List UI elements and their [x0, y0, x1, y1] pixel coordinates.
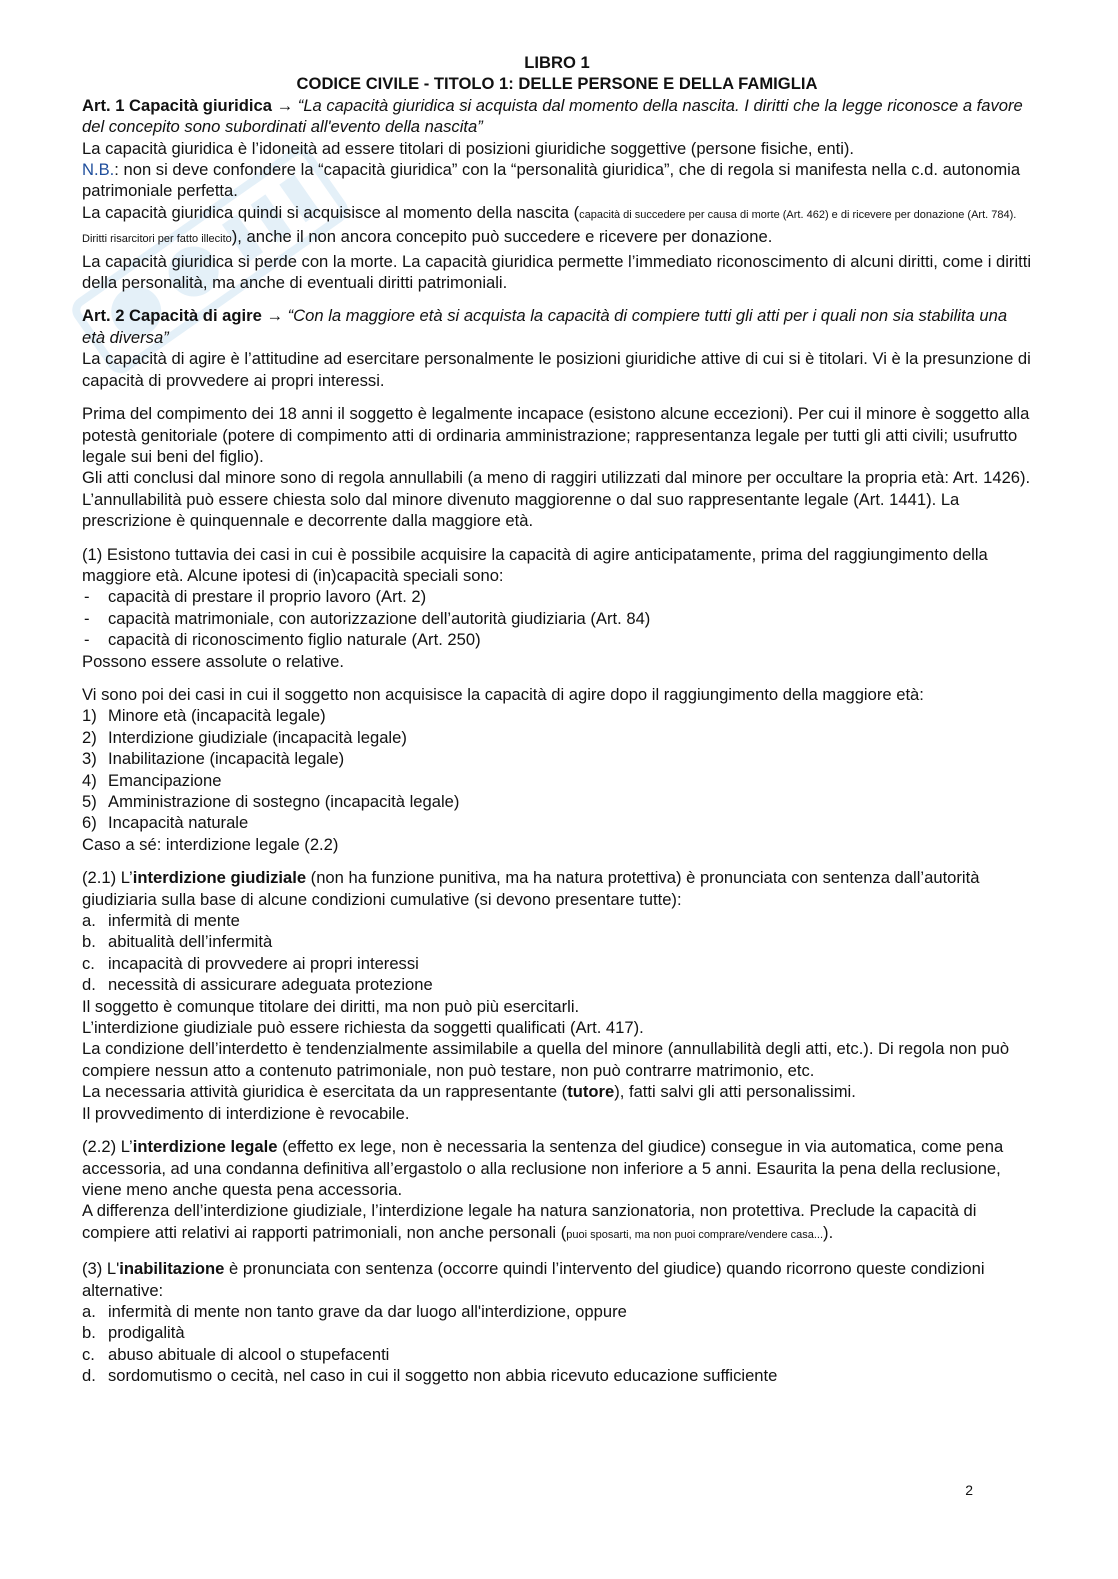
section-1-intro: (1) Esistono tuttavia dei casi in cui è possibile acquisire la capacità di agire anticipatamente, prima del raggiungimento della maggiore età. Alcune ipotesi di (in)capacità speciali sono:	[82, 544, 988, 585]
list-item: 6) Incapacità naturale	[82, 813, 249, 833]
section-2-2-intro: (2.2) L’interdizione legale (effetto ex lege, non è necessaria la sentenza del giudice) consegue in via automatica, come pena accessoria, ad una condanna definitiva all’ergastolo o alla reclusione non inferiore a 5 anni. Esaurita la pena della reclusione, viene meno anche questa pena accessoria.	[82, 1137, 1004, 1199]
section-2-1-intro: (2.1) L’interdizione giudiziale (non ha funzione punitiva, ma ha natura protettiva) è pronunciata con sentenza dall’autorità giudiziaria sulla base di alcune condizioni cumulative (si devono presentare tutte):	[82, 868, 980, 909]
art2-paragraph: Gli atti conclusi dal minore sono di regola annullabili (a meno di raggiri utilizzati dal minore per occultare la propria età: Art. 1426). L’annullabilità può essere chiesta solo dal minore divenuto maggiorenne o dal suo rappresentante legale (Art. 1441). La prescrizione è quinquennale e decorrente dalla maggiore età.	[82, 468, 1031, 531]
list-item: d. necessità di assicurare adeguata protezione	[82, 975, 433, 995]
list-item: d. sordomutismo o cecità, nel caso in cui il soggetto non abbia ricevuto educazione sufficiente	[82, 1366, 778, 1386]
list-item: - capacità di riconoscimento figlio naturale (Art. 250)	[82, 629, 1032, 650]
section-3-intro: (3) L'inabilitazione è pronunciata con sentenza (occorre quindi l’intervento del giudice) quando ricorrono queste condizioni alternative:	[82, 1259, 985, 1300]
art1-heading: Art. 1 Capacità giuridica	[82, 95, 272, 115]
section-1-outro: Possono essere assolute o relative.	[82, 651, 344, 671]
list-item: 1) Minore età (incapacità legale)	[82, 706, 326, 726]
interdiction-conditions-list	[82, 910, 1032, 996]
list-item: - capacità matrimoniale, con autorizzazione dell’autorità giudiziaria (Art. 84)	[82, 608, 1032, 629]
document-page	[82, 52, 1032, 1387]
art1-nb: N.B.: non si deve confondere la “capacità giuridica” con la “personalità giuridica”, che di regola si manifesta nella c.d. autonomia patrimoniale perfetta.	[82, 160, 1021, 201]
art1-paragraph: La capacità giuridica quindi si acquisisce al momento della nascita (capacità di succedere per causa di morte (Art. 462) e di ricevere per donazione (Art. 784). Diritti risarcitori per fatto illecito), anche il non ancora concepito può succedere e ricevere per donazione.	[82, 202, 1017, 247]
section-2-1-paragraph: La condizione dell’interdetto è tendenzialmente assimilabile a quella del minore (annullabilità degli atti, etc.). Di regola non può compiere nessun atto a contenuto patrimoniale, non può testare, non può contrarre matrimonio, etc.	[82, 1039, 1010, 1080]
nb-label: N.B.	[82, 160, 115, 180]
page-number: 2	[965, 1482, 973, 1498]
list-item: 3) Inabilitazione (incapacità legale)	[82, 749, 345, 769]
list-item: 5) Amministrazione di sostegno (incapacità legale)	[82, 792, 460, 811]
list-item: b. prodigalità	[82, 1323, 185, 1343]
incapacity-outro: Caso a sé: interdizione legale (2.2)	[82, 834, 339, 854]
list-item: - capacità di prestare il proprio lavoro (Art. 2)	[82, 586, 1032, 607]
section-2-1-paragraph: L’interdizione giudiziale può essere richiesta da soggetti qualificati (Art. 417).	[82, 1018, 644, 1038]
special-capacities-list	[82, 586, 1032, 650]
art2-heading-line: Art. 2 Capacità di agire → “Con la maggiore età si acquista la capacità di compiere tutti gli atti per i quali non sia stabilita una età diversa”	[82, 306, 1008, 347]
page-title: CODICE CIVILE - TITOLO 1: DELLE PERSONE E DELLA FAMIGLIA	[296, 74, 818, 94]
incapacity-list	[82, 705, 1032, 833]
book-title: LIBRO 1	[524, 53, 590, 72]
art1-heading-line: Art. 1 Capacità giuridica → “La capacità giuridica si acquista dal momento della nascita. I diritti che la legge riconosce a favore del concepito sono subordinati all'evento della nascita”	[82, 95, 1023, 137]
art1-paragraph: La capacità giuridica è l’idoneità ad essere titolari di posizioni giuridiche soggettive (persone fisiche, enti).	[82, 138, 855, 158]
list-item: 4) Emancipazione	[82, 770, 222, 790]
list-item: c. abuso abituale di alcool o stupefacenti	[82, 1344, 390, 1364]
inabilitation-conditions-list	[82, 1301, 1032, 1387]
art2-quote: “Con la maggiore età si acquista la capacità di compiere tutti gli atti per i quali non sia stabilita una età diversa”	[82, 306, 1008, 347]
art1-paragraph: La capacità giuridica si perde con la morte. La capacità giuridica permette l’immediato riconoscimento di alcuni diritti, come i diritti della personalità, ma anche di eventuali diritti patrimoniali.	[82, 251, 1032, 293]
list-item: 2) Interdizione giudiziale (incapacità legale)	[82, 727, 407, 747]
incapacity-intro: Vi sono poi dei casi in cui il soggetto non acquisisce la capacità di agire dopo il raggiungimento della maggiore età:	[82, 684, 924, 704]
section-2-1-paragraph: Il soggetto è comunque titolare dei diritti, ma non può più esercitarli.	[82, 996, 580, 1016]
list-item: a. infermità di mente	[82, 911, 240, 931]
art1-quote: “La capacità giuridica si acquista dal momento della nascita. I diritti che la legge riconosce a favore del concepito sono subordinati all'evento della nascita”	[82, 95, 1023, 137]
art2-paragraph: La capacità di agire è l’attitudine ad esercitare personalmente le posizioni giuridiche attive di cui si è titolari. Vi è la presunzione di capacità di provvedere ai propri interessi.	[82, 349, 1031, 390]
art2-paragraph: Prima del compimento dei 18 anni il soggetto è legalmente incapace (esistono alcune eccezioni). Per cui il minore è soggetto alla potestà genitoriale (potere di compimento atti di ordinaria amministrazione; rappresentanza legale per tutti gli atti civili; usufrutto legale sui beni del figlio).	[82, 404, 1030, 466]
section-2-1-paragraph: Il provvedimento di interdizione è revocabile.	[82, 1103, 410, 1123]
list-item: a. infermità di mente non tanto grave da dar luogo all'interdizione, oppure	[82, 1301, 627, 1321]
list-item: b. abitualità dell’infermità	[82, 932, 273, 952]
section-2-2-paragraph: A differenza dell’interdizione giudiziale, l’interdizione legale ha natura sanzionatoria, non protettiva. Preclude la capacità di compiere atti relativi ai rapporti patrimoniali, non anche personali (puoi sposarti, ma non puoi comprare/vendere casa...).	[82, 1201, 977, 1242]
list-item: c. incapacità di provvedere ai propri interessi	[82, 953, 419, 973]
section-2-1-paragraph: La necessaria attività giuridica è esercitata da un rappresentante (tutore), fatti salvi gli atti personalissimi.	[82, 1082, 856, 1102]
art2-heading: Art. 2 Capacità di agire	[82, 306, 262, 326]
